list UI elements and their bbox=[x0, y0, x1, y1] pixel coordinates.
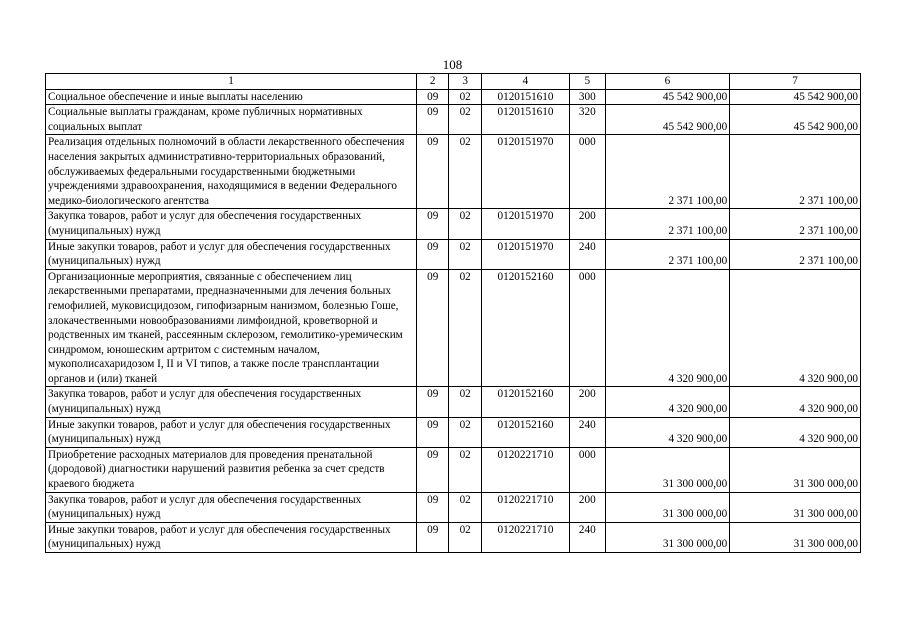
budget-table bbox=[45, 73, 861, 553]
row-name-cell: Закупка товаров, работ и услуг для обеспечения государственных (муниципальных) нужд bbox=[46, 387, 417, 417]
row-code-cell-3: 02 bbox=[449, 209, 481, 239]
table-body bbox=[46, 74, 861, 553]
row-code-cell-2: 09 bbox=[417, 417, 449, 447]
row-amount-cell-6: 2 371 100,00 bbox=[605, 209, 730, 239]
row-amount-cell-6: 31 300 000,00 bbox=[605, 522, 730, 552]
row-amount-cell-7: 45 542 900,00 bbox=[730, 89, 861, 105]
row-amount-cell-6: 45 542 900,00 bbox=[605, 105, 730, 135]
row-code-cell-3: 02 bbox=[449, 522, 481, 552]
row-code-cell-4: 0120152160 bbox=[481, 417, 569, 447]
row-code-cell-2: 09 bbox=[417, 135, 449, 209]
row-code-cell-4: 0120151970 bbox=[481, 135, 569, 209]
row-code-cell-5: 200 bbox=[570, 209, 605, 239]
column-header-6: 6 bbox=[605, 74, 730, 90]
table-row bbox=[46, 447, 861, 492]
row-name-cell: Закупка товаров, работ и услуг для обеспечения государственных (муниципальных) нужд bbox=[46, 209, 417, 239]
column-header-4: 4 bbox=[481, 74, 569, 90]
row-name-cell: Реализация отдельных полномочий в области лекарственного обеспечения населения закрытых административно-территориальных образований, обслуживаемых федеральными государственными бюджетными учреждениями здравоохранения, находящимися в ведении Федерального медико-биологического агентства bbox=[46, 135, 417, 209]
table-row bbox=[46, 522, 861, 552]
row-amount-cell-7: 4 320 900,00 bbox=[730, 387, 861, 417]
row-code-cell-5: 200 bbox=[570, 387, 605, 417]
table-row bbox=[46, 209, 861, 239]
row-amount-cell-7: 4 320 900,00 bbox=[730, 417, 861, 447]
row-code-cell-4: 0120151970 bbox=[481, 209, 569, 239]
row-code-cell-2: 09 bbox=[417, 522, 449, 552]
row-code-cell-4: 0120151610 bbox=[481, 105, 569, 135]
table-row bbox=[46, 135, 861, 209]
row-code-cell-4: 0120221710 bbox=[481, 522, 569, 552]
row-amount-cell-7: 2 371 100,00 bbox=[730, 239, 861, 269]
row-name-cell: Приобретение расходных материалов для проведения пренатальной (дородовой) диагностики нарушений развития ребенка за счет средств краевого бюджета bbox=[46, 447, 417, 492]
row-amount-cell-6: 4 320 900,00 bbox=[605, 417, 730, 447]
row-code-cell-5: 240 bbox=[570, 522, 605, 552]
row-name-cell: Организационные мероприятия, связанные с обеспечением лиц лекарственными препаратами, предназначенными для лечения больных гемофилией, муковисцидозом, гипофизарным нанизмом, болезнью Гоше, злокачественными новообразованиями лимфоидной, кроветворной и родственных им тканей, рассеянным склерозом, гемолитико-уремическим синдромом, юношеским артритом с системным началом, мукополисахаридозом I, II и VI типов, а также после трансплантации органов и (или) тканей bbox=[46, 269, 417, 387]
row-code-cell-5: 320 bbox=[570, 105, 605, 135]
row-code-cell-2: 09 bbox=[417, 209, 449, 239]
row-amount-cell-6: 31 300 000,00 bbox=[605, 492, 730, 522]
row-code-cell-4: 0120221710 bbox=[481, 447, 569, 492]
row-amount-cell-7: 2 371 100,00 bbox=[730, 135, 861, 209]
row-amount-cell-6: 4 320 900,00 bbox=[605, 387, 730, 417]
row-amount-cell-7: 31 300 000,00 bbox=[730, 492, 861, 522]
row-code-cell-4: 0120151970 bbox=[481, 239, 569, 269]
page-number: 108 bbox=[442, 57, 463, 72]
row-code-cell-3: 02 bbox=[449, 492, 481, 522]
table-row bbox=[46, 492, 861, 522]
row-code-cell-3: 02 bbox=[449, 135, 481, 209]
row-code-cell-4: 0120152160 bbox=[481, 269, 569, 387]
row-amount-cell-7: 45 542 900,00 bbox=[730, 105, 861, 135]
row-code-cell-2: 09 bbox=[417, 269, 449, 387]
table-header-row bbox=[46, 74, 861, 90]
row-amount-cell-6: 45 542 900,00 bbox=[605, 89, 730, 105]
row-amount-cell-6: 4 320 900,00 bbox=[605, 269, 730, 387]
row-code-cell-2: 09 bbox=[417, 105, 449, 135]
row-code-cell-4: 0120221710 bbox=[481, 492, 569, 522]
row-code-cell-5: 000 bbox=[570, 135, 605, 209]
column-header-5: 5 bbox=[570, 74, 605, 90]
column-header-2: 2 bbox=[417, 74, 449, 90]
row-code-cell-3: 02 bbox=[449, 447, 481, 492]
row-amount-cell-6: 31 300 000,00 bbox=[605, 447, 730, 492]
table-row bbox=[46, 89, 861, 105]
column-header-1: 1 bbox=[46, 74, 417, 90]
row-amount-cell-7: 31 300 000,00 bbox=[730, 447, 861, 492]
row-code-cell-3: 02 bbox=[449, 105, 481, 135]
column-header-7: 7 bbox=[730, 74, 861, 90]
row-code-cell-3: 02 bbox=[449, 89, 481, 105]
row-amount-cell-6: 2 371 100,00 bbox=[605, 239, 730, 269]
row-name-cell: Закупка товаров, работ и услуг для обеспечения государственных (муниципальных) нужд bbox=[46, 492, 417, 522]
row-code-cell-5: 000 bbox=[570, 447, 605, 492]
row-code-cell-5: 240 bbox=[570, 417, 605, 447]
row-code-cell-2: 09 bbox=[417, 387, 449, 417]
table-row bbox=[46, 239, 861, 269]
row-name-cell: Социальные выплаты гражданам, кроме публичных нормативных социальных выплат bbox=[46, 105, 417, 135]
row-amount-cell-7: 4 320 900,00 bbox=[730, 269, 861, 387]
row-name-cell: Иные закупки товаров, работ и услуг для обеспечения государственных (муниципальных) нужд bbox=[46, 417, 417, 447]
row-code-cell-3: 02 bbox=[449, 239, 481, 269]
table-row bbox=[46, 417, 861, 447]
row-code-cell-2: 09 bbox=[417, 89, 449, 105]
row-code-cell-4: 0120152160 bbox=[481, 387, 569, 417]
row-code-cell-5: 200 bbox=[570, 492, 605, 522]
row-code-cell-4: 0120151610 bbox=[481, 89, 569, 105]
row-code-cell-5: 240 bbox=[570, 239, 605, 269]
row-amount-cell-7: 2 371 100,00 bbox=[730, 209, 861, 239]
table-row bbox=[46, 105, 861, 135]
row-code-cell-5: 300 bbox=[570, 89, 605, 105]
row-code-cell-3: 02 bbox=[449, 269, 481, 387]
row-name-cell: Иные закупки товаров, работ и услуг для обеспечения государственных (муниципальных) нужд bbox=[46, 522, 417, 552]
column-header-3: 3 bbox=[449, 74, 481, 90]
row-code-cell-3: 02 bbox=[449, 417, 481, 447]
row-code-cell-2: 09 bbox=[417, 239, 449, 269]
row-code-cell-3: 02 bbox=[449, 387, 481, 417]
row-code-cell-2: 09 bbox=[417, 447, 449, 492]
row-code-cell-2: 09 bbox=[417, 492, 449, 522]
row-amount-cell-6: 2 371 100,00 bbox=[605, 135, 730, 209]
row-amount-cell-7: 31 300 000,00 bbox=[730, 522, 861, 552]
row-name-cell: Иные закупки товаров, работ и услуг для обеспечения государственных (муниципальных) нужд bbox=[46, 239, 417, 269]
row-name-cell: Социальное обеспечение и иные выплаты населению bbox=[46, 89, 417, 105]
table-row bbox=[46, 269, 861, 387]
row-code-cell-5: 000 bbox=[570, 269, 605, 387]
table-row bbox=[46, 387, 861, 417]
